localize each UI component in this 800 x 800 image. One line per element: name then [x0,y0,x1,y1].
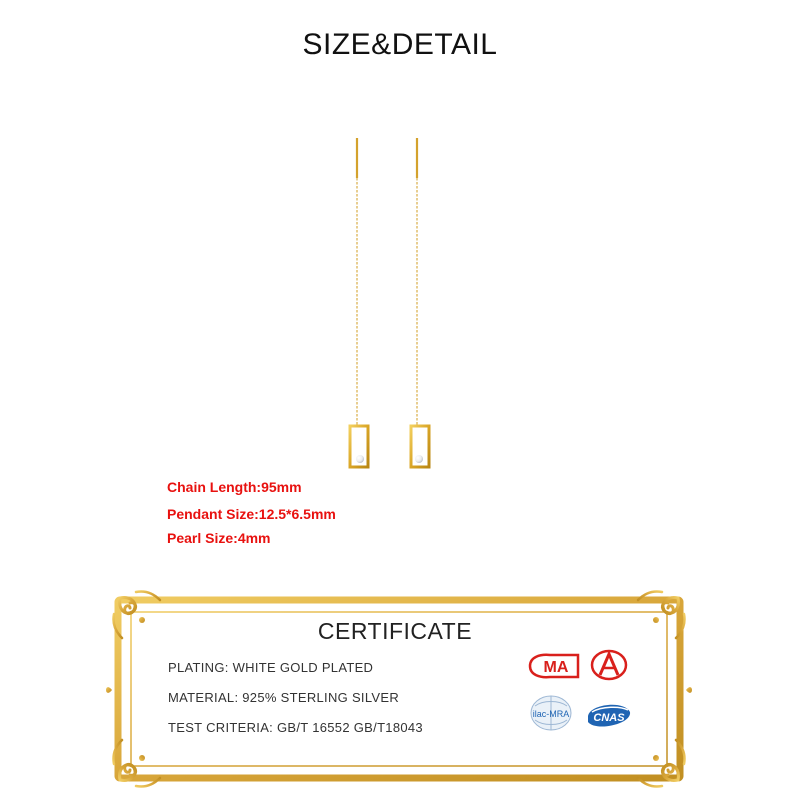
ilac-logo-text: ilac-MRA [532,709,570,719]
spec-pearl-size: Pearl Size:4mm [167,530,271,546]
cma-logo [526,651,582,681]
certificate-title: CERTIFICATE [317,618,473,644]
ilac-mra-logo [527,692,575,738]
spec-chain-length: Chain Length:95mm [167,479,302,495]
cnas-logo [584,698,634,734]
certificate-plating: PLATING: WHITE GOLD PLATED [168,660,374,675]
spec-pendant-size: Pendant Size:12.5*6.5mm [167,506,336,522]
cnas-logo-text: CNAS [593,712,625,724]
certificate-material: MATERIAL: 925% STERLING SILVER [168,690,400,705]
page-title: SIZE&DETAIL [302,28,498,61]
cal-logo [589,648,629,682]
certificate-test-criteria: TEST CRITERIA: GB/T 16552 GB/T18043 [168,720,423,735]
cma-logo-text: MA [543,659,569,676]
